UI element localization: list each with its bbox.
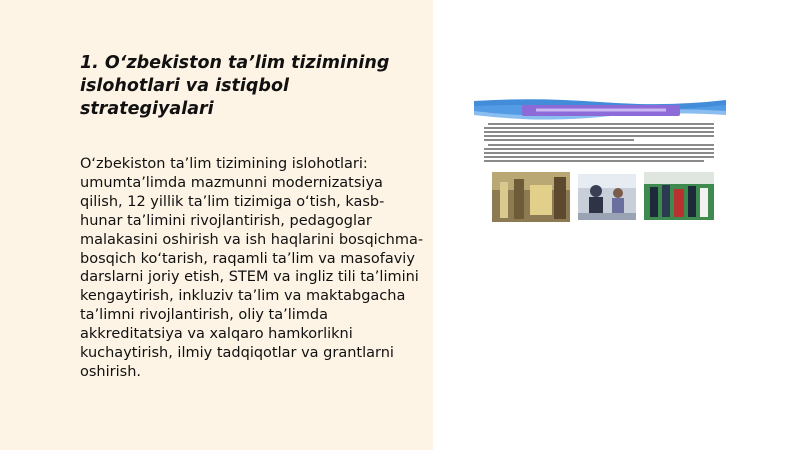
photo-thumbnail <box>492 172 570 222</box>
slide-body-text: O‘zbekiston ta’lim tizimining islohotlari: umumta’limda mazmunni modernizatsiya qilish, 12 yillik ta’lim tizimiga o‘tish, kasb-hunar ta’limini rivojlantirish, pedagoglar malakasini oshirish va ish haqlarini bosqichma-bosqich ko‘tarish, raqamli ta’lim va masofaviy darslarni joriy etish, STEM va ingliz tili ta’limini kengaytirish, inkluziv ta’lim va maktabgacha ta’limni rivojlantirish, oliy ta’limda akkreditatsiya va xalqaro hamkorlikni kuchaytirish, ilmiy tadqiqotlar va grantlarni oshirish. <box>80 156 424 380</box>
document-page-illustration <box>474 97 726 227</box>
photo-thumbnail <box>578 174 636 220</box>
slide-title: 1. O‘zbekiston ta’lim tizimining islohotlari va istiqbol strategiyalari <box>80 53 390 119</box>
document-page-image <box>474 97 726 227</box>
photo-thumbnail <box>644 172 714 220</box>
